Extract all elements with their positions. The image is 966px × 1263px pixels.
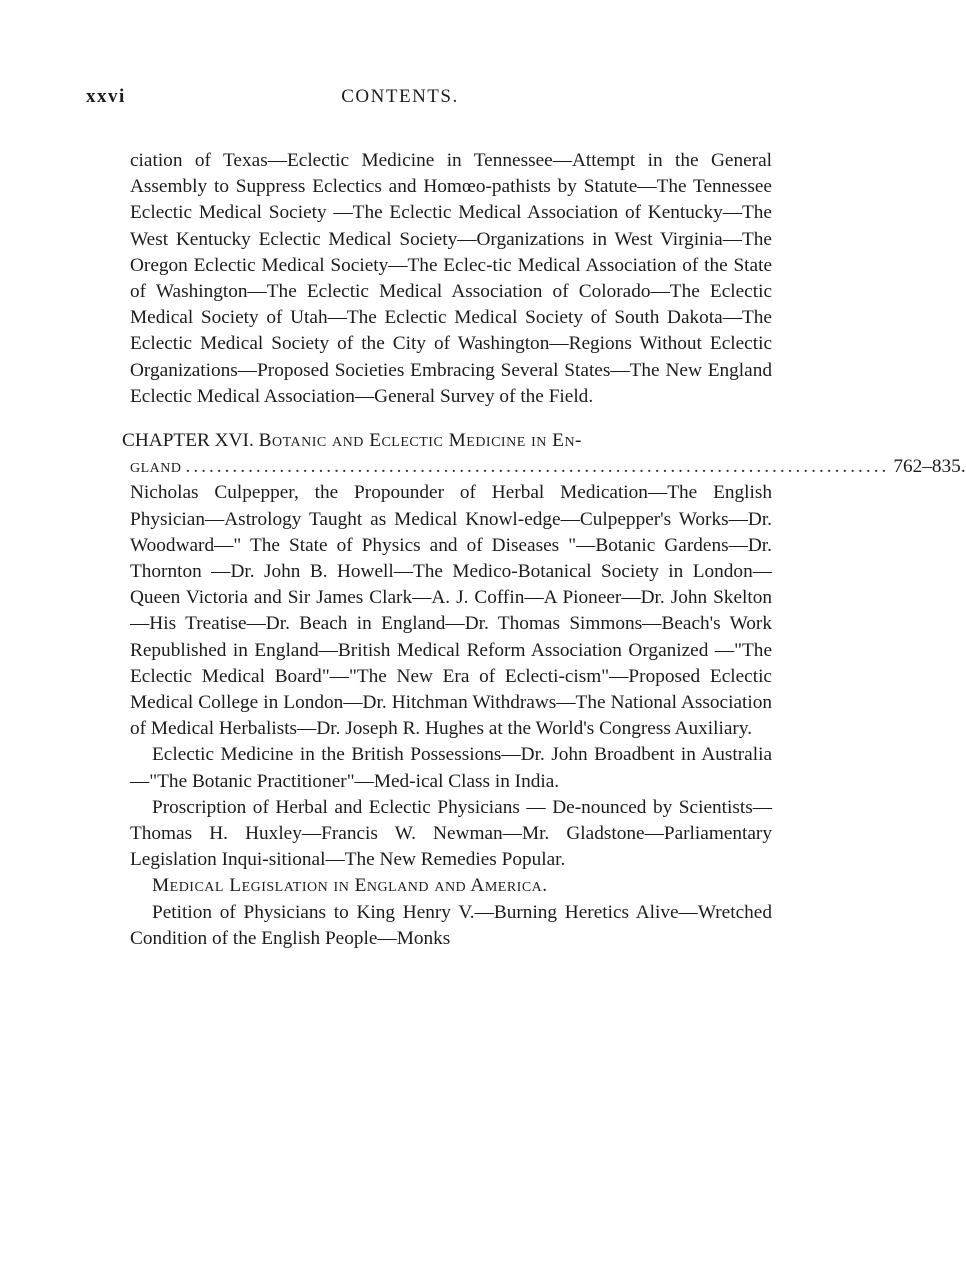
contents-paragraph: Proscription of Herbal and Eclectic Physicians — De-nounced by Scientists—Thomas H. Huxley—Francis W. Newman—Mr. Gladstone—Parliamentary Legislation Inqui-sitional—The New Remedies Popular. (130, 796, 772, 871)
contents-body (122, 148, 966, 952)
section-heading: Medical Legislation in England and America. (152, 875, 548, 897)
page-number: xxvi (86, 86, 126, 107)
contents-paragraph: Eclectic Medicine in the British Possessions—Dr. John Broadbent in Australia—"The Botanic Practitioner"—Med-ical Class in India. (130, 744, 772, 792)
contents-paragraph: Petition of Physicians to King Henry V.—Burning Heretics Alive—Wretched Condition of the English People—Monks (130, 901, 772, 949)
chapter-page-range: 762–835. (893, 456, 966, 478)
contents-paragraph: ciation of Texas—Eclectic Medicine in Tennessee—Attempt in the General Assembly to Suppress Eclectics and Homœo-pathists by Statute—The Tennessee Eclectic Medical Society —The Eclectic Medical Association of Kentucky—The West Kentucky Eclectic Medical Society—Organizations in West Virginia—The Oregon Eclectic Medical Society—The Eclec-tic Medical Association of the State of Washington—The Eclectic Medical Association of Colorado—The Eclectic Medical Society of Utah—The Eclectic Medical Society of South Dakota—The Eclectic Medical Society of the City of Washington—Regions Without Eclectic Organizations—Proposed Societies Embracing Several States—The New England Eclectic Medical Association—General Survey of the Field. (130, 150, 772, 407)
chapter-page-range-line (130, 454, 966, 480)
running-title: CONTENTS. (341, 86, 459, 107)
running-head (86, 86, 714, 110)
dot-leader: .......................................................................................... (185, 456, 890, 478)
contents-paragraph: Nicholas Culpepper, the Propounder of Herbal Medication—The English Physician—Astrology Taught as Medical Knowl-edge—Culpepper's Works—Dr. Woodward—" The State of Physics and of Diseases "—Botanic Gardens—Dr. Thornton —Dr. John B. Howell—The Medico-Botanical Society in London—Queen Victoria and Sir James Clark—A. J. Coffin—A Pioneer—Dr. John Skelton—His Treatise—Dr. Beach in England—Dr. Thomas Simmons—Beach's Work Republished in England—British Medical Reform Association Organized —"The Eclectic Medical Board"—"The New Era of Eclecti-cism"—Proposed Eclectic Medical College in London—Dr. Hitchman Withdraws—The National Association of Medical Herbalists—Dr. Joseph R. Hughes at the World's Congress Auxiliary. (130, 482, 772, 740)
chapter-title: Botanic and Eclectic Medicine in En- (258, 430, 582, 452)
chapter-label: CHAPTER XVI. (122, 430, 254, 452)
chapter-title-continued: gland (130, 456, 182, 478)
chapter-entry (122, 428, 966, 480)
chapter-heading (122, 428, 772, 454)
